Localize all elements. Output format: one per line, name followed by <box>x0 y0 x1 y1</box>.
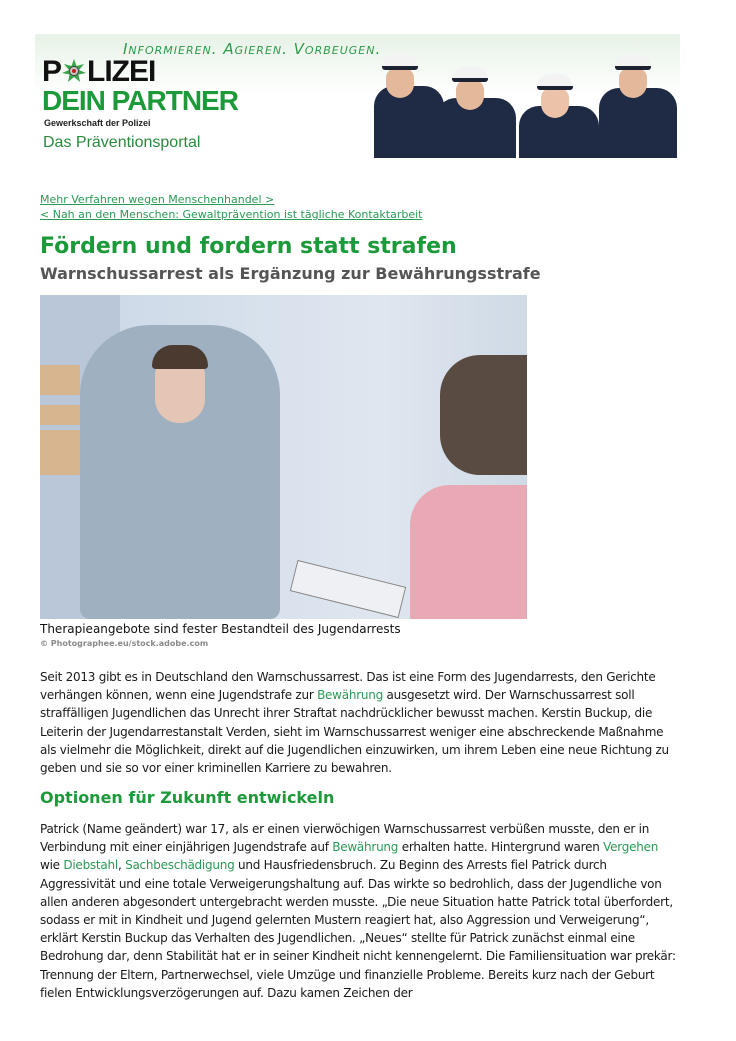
text-segment: , <box>117 858 126 873</box>
photo-teen-hair <box>152 345 208 369</box>
previous-article-link[interactable]: < Nah an den Menschen: Gewaltprävention ist tägliche Kontaktarbeit <box>40 208 423 221</box>
next-article-link[interactable]: Mehr Verfahren wegen Menschenhandel > <box>40 193 275 206</box>
photo-credit: © Photographee.eu/stock.adobe.com <box>40 639 209 648</box>
site-slogan: Informieren. Agieren. Vorbeugen. <box>123 40 382 58</box>
glossary-link-sachbeschaedigung[interactable]: Sachbeschädigung <box>125 858 235 873</box>
header-officers-image <box>374 46 677 158</box>
article-photo <box>40 295 527 619</box>
officer-figure <box>436 58 516 158</box>
photo-caption: Therapieangebote sind fester Bestandteil des Jugendarrests <box>40 622 401 636</box>
officer-figure <box>599 46 677 158</box>
site-header <box>35 34 680 158</box>
text-segment: und Hausfriedensbruch. Zu Beginn des Arrests fiel Patrick durch Aggressivität und eine totale Verweigerungshaltung auf. Das wirkte so bedrohlich, dass der Jugendliche von allen anderen abgesondert untergebracht werden musste. „Die neue Situation hatte Patrick total überfordert, sodass er mit in Kindheit und Jugend gelernten Mustern reagiert hat, also Aggression und Verweigerung“, erklärt Kerstin Buckup das Verhalten des Jugendlichen. „Neues“ stellte für Patrick zunächst einmal eine Bedrohung dar, denn Stabilität hat er in seiner Kindheit nicht kennengelernt. Die Familiensituation war prekär: Trennung der Eltern, Partnerwechsel, viele Umzüge und finanzielle Probleme. Bereits kurz nach der Geburt fielen Entwicklungsverzögerungen auf. Dazu kamen Zeichen der <box>40 858 676 1000</box>
text-segment: ausgesetzt wird. Der Warnschussarrest soll straffälligen Jugendlichen das Unrecht ihrer Straftat nachdrücklicher bewusst machen. Kerstin Buckup, die Leiterin der Jugendarrestanstalt Verden, sieht im Warnschussarrest weniger eine abschreckende Maßnahme als vielmehr die Möglichkeit, direkt auf die Jugendlichen einzuwirken, um ihrem Leben eine neue Richtung zu geben und sie so vor einer kriminellen Karriere zu bewahren. <box>40 688 669 776</box>
intro-paragraph <box>40 668 680 777</box>
glossary-link-diebstahl[interactable]: Diebstahl <box>63 858 118 873</box>
article-title: Fördern und fordern statt strafen <box>40 234 457 259</box>
text-segment: Seit 2013 gibt es in Deutschland den Warnschussarrest. Das ist eine Form des Jugendarrests, den Gerichte verhängen können, wenn eine Jugendstrafe zur <box>40 670 656 703</box>
photo-clipboard <box>290 560 406 618</box>
photo-counselor <box>410 485 527 619</box>
section-heading: Optionen für Zukunft entwickeln <box>40 788 335 807</box>
officer-figure <box>519 66 599 158</box>
portal-name: Das Präventionsportal <box>43 134 201 151</box>
logo-dein-partner[interactable]: DEIN PARTNER <box>42 85 238 116</box>
glossary-link-bewaehrung[interactable]: Bewährung <box>332 840 399 855</box>
glossary-link-vergehen[interactable]: Vergehen <box>603 840 659 855</box>
header-topbar <box>35 34 680 38</box>
officer-figure <box>374 46 444 158</box>
text-segment: Patrick (Name geändert) war 17, als er einen vierwöchigen Warnschussarrest verbüßen musste, den er in Verbindung mit einer einjährigen Jugendstrafe auf <box>40 822 650 855</box>
text-segment: erhalten hatte. Hintergrund waren <box>398 840 604 855</box>
photo-counselor-head <box>440 355 527 475</box>
logo-polizei[interactable] <box>42 55 156 88</box>
article-subtitle: Warnschussarrest als Ergänzung zur Bewährungsstrafe <box>40 264 541 283</box>
glossary-link-bewaehrung[interactable]: Bewährung <box>317 688 383 703</box>
logo-letter-p: P <box>42 55 62 88</box>
logo-organization: Gewerkschaft der Polizei <box>44 118 151 128</box>
body-paragraph <box>40 820 680 1002</box>
logo-letters-lizei: LIZEI <box>87 55 156 88</box>
text-segment: wie <box>40 858 64 873</box>
article-navigation <box>40 192 422 222</box>
police-star-icon <box>62 59 86 83</box>
